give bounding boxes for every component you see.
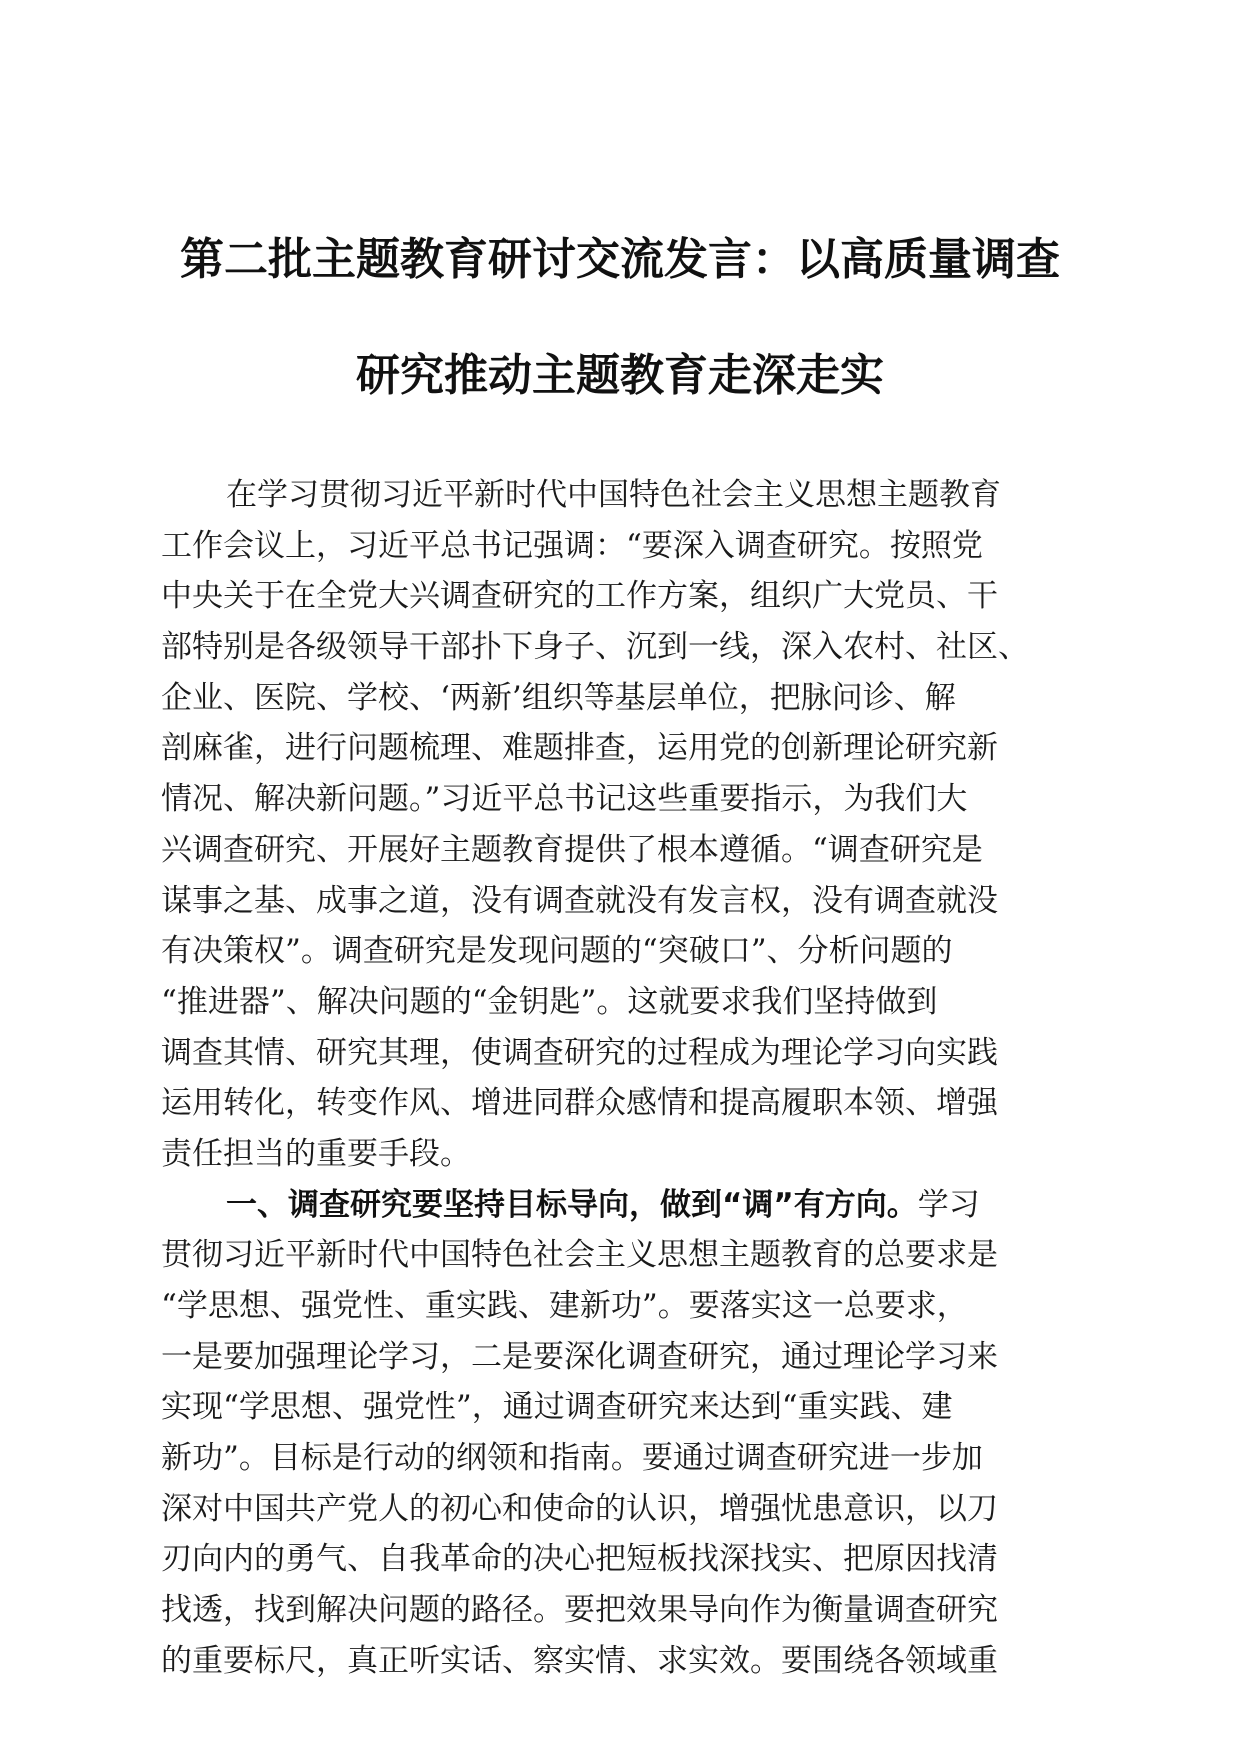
paragraph-1-line: 剖麻雀，进行问题梳理、难题排查，运用党的创新理论研究新 [161,730,998,767]
section-1-line: 深对中国共产党人的初心和使命的认识，增强忧患意识，以刀 [161,1490,998,1527]
section-1-first-line-rest: 学习 [917,1186,980,1223]
document-body [161,470,1081,1687]
section-1-line: 一是要加强理论学习，二是要深化调查研究，通过理论学习来 [161,1338,998,1375]
paragraph-1-line: 责任担当的重要手段。 [161,1135,471,1172]
paragraph-1-line: 在学习贯彻习近平新时代中国特色社会主义思想主题教育 [226,477,1001,513]
paragraph-1-line: 谋事之基、成事之道，没有调查就没有发言权，没有调查就没 [161,882,998,919]
paragraph-1-line: 调查其情、研究其理，使调查研究的过程成为理论学习向实践 [161,1034,998,1071]
section-1-line: 新功”。目标是行动的纲领和指南。要通过调查研究进一步加 [161,1440,983,1477]
paragraph-1-line: 运用转化，转变作风、增进同群众感情和提高履职本领、增强 [161,1085,998,1122]
section-1-line: “学思想、强党性、重实践、建新功”。要落实这一总要求， [161,1288,968,1324]
paragraph-1-line: 工作会议上，习近平总书记强调：“要深入调查研究。按照党 [161,527,983,564]
section-1-line: 实现“学思想、强党性”，通过调查研究来达到“重实践、建 [161,1389,953,1426]
section-1-line: 的重要标尺，真正听实话、察实情、求实效。要围绕各领域重 [161,1642,998,1679]
paragraph-1-line: 有决策权”。调查研究是发现问题的“突破口”、分析问题的 [161,933,953,970]
paragraph-1-line: 兴调查研究、开展好主题教育提供了根本遵循。“调查研究是 [161,831,983,868]
paragraph-1-line: 中央关于在全党大兴调查研究的工作方案，组织广大党员、干 [161,578,998,615]
section-1-line: 刃向内的勇气、自我革命的决心把短板找深找实、把原因找清 [161,1541,998,1578]
section-1-heading: 一、调查研究要坚持目标导向，做到“调”有方向。 [226,1186,918,1223]
section-1-first-line [161,1180,1081,1231]
document-title-line-2: 研究推动主题教育走深走实 [356,350,884,401]
paragraph-1-line: 情况、解决新问题。”习近平总书记这些重要指示，为我们大 [161,781,968,818]
paragraph-1-line: 部特别是各级领导干部扑下身子、沉到一线，深入农村、社区、 [161,629,1029,666]
section-1-line: 找透，找到解决问题的路径。要把效果导向作为衡量调查研究 [161,1592,998,1629]
document-title-line-1: 第二批主题教育研讨交流发言：以高质量调查 [180,234,1060,285]
section-1-line: 贯彻习近平新时代中国特色社会主义思想主题教育的总要求是 [161,1237,998,1274]
paragraph-1-line: “推进器”、解决问题的“金钥匙”。这就要求我们坚持做到 [161,983,938,1020]
paragraph-1-line: 企业、医院、学校、‘两新’组织等基层单位，把脉问诊、解 [161,679,956,716]
